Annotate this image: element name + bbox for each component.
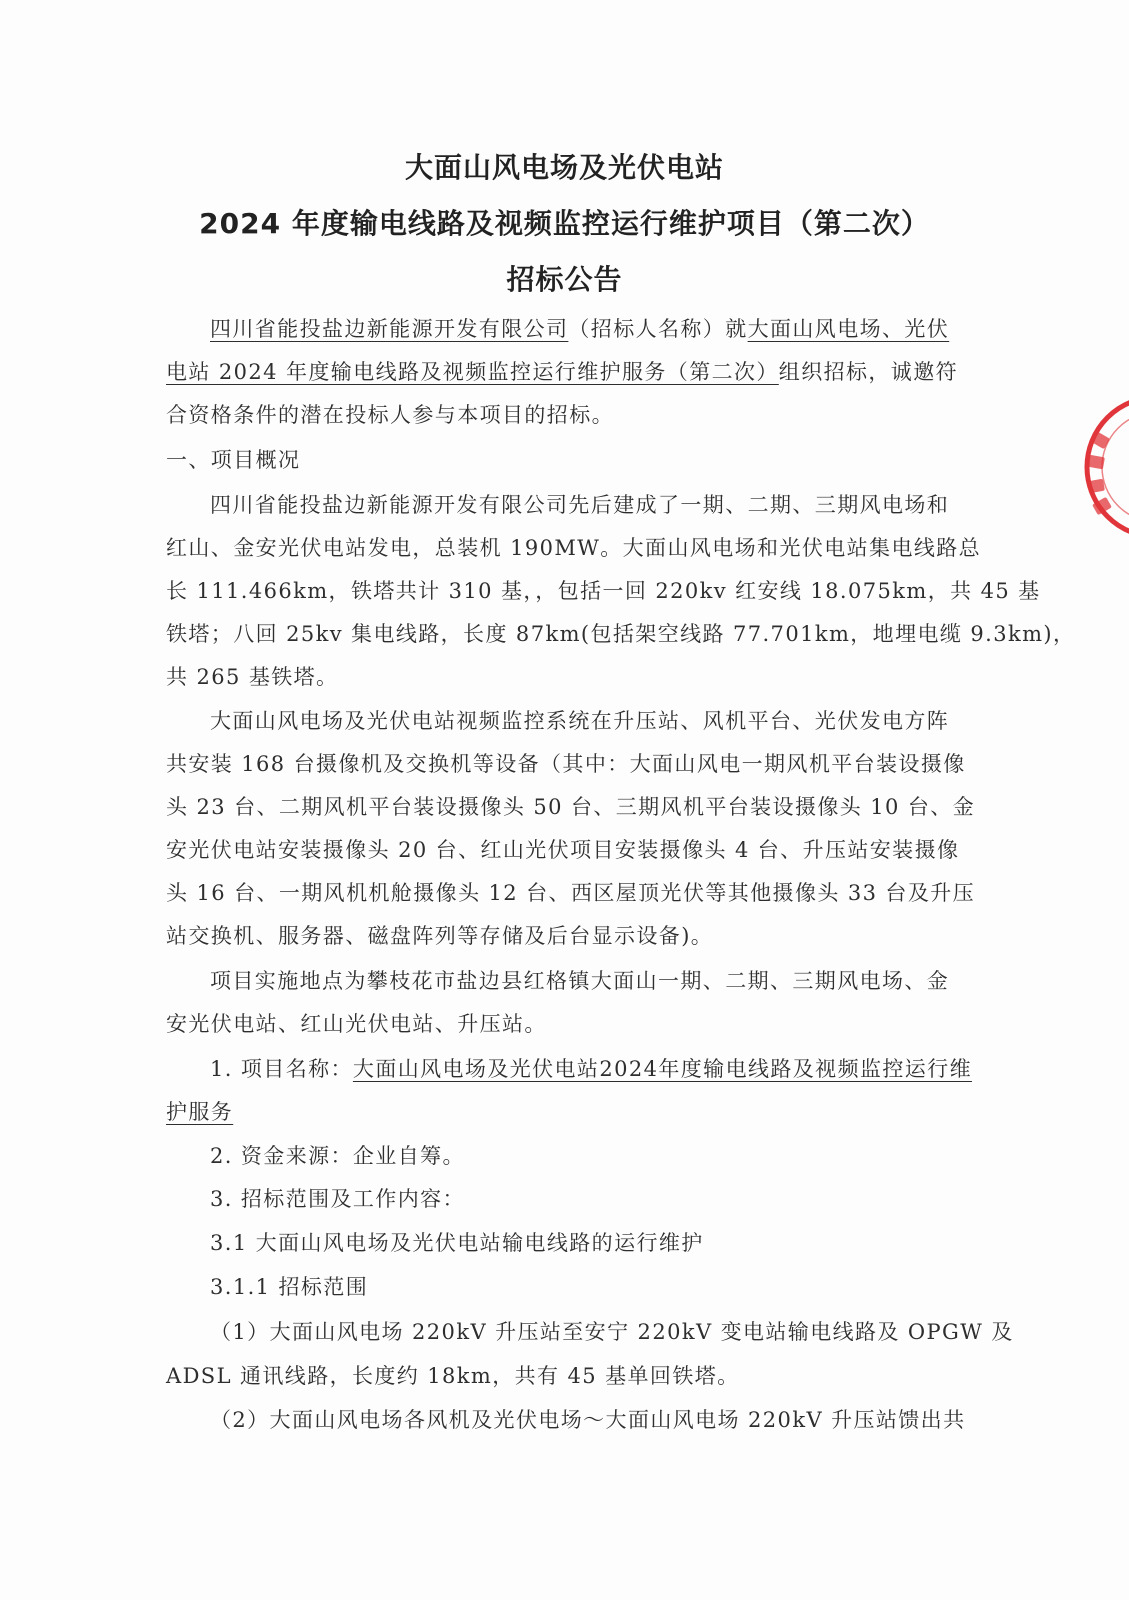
item-3-1-1-heading: 3.1.1 招标范围 — [210, 1275, 369, 1299]
item-project-name — [210, 1054, 972, 1084]
scope-item-1-cont: ADSL 通讯线路，长度约 18km，共有 45 基单回铁塔。 — [166, 1364, 740, 1388]
intro-tail-1: 组织招标，诚邀符 — [778, 360, 958, 384]
overview-p1-line: 红山、金安光伏电站发电，总装机 190MW。大面山风电场和光伏电站集电线路总 — [166, 536, 982, 560]
title-line-1: 大面山风电场及光伏电站 — [404, 151, 724, 184]
overview-p1-line: 共 265 基铁塔。 — [166, 665, 339, 689]
overview-p2-line: 安光伏电站安装摄像头 20 台、红山光伏项目安装摄像头 4 台、升压站安装摄像 — [166, 838, 960, 862]
company-seal-stamp — [1082, 392, 1129, 542]
item-scope-heading: 3. 招标范围及工作内容： — [210, 1187, 465, 1211]
project-name-part-2: 电站 2024 年度输电线路及视频监控运行维护服务（第二次） — [166, 360, 779, 384]
overview-p3-line: 项目实施地点为攀枝花市盐边县红格镇大面山一期、二期、三期风电场、金 — [210, 969, 950, 993]
tenderer-note: （招标人名称）就 — [568, 317, 748, 341]
project-name-part-1: 大面山风电场、光伏 — [747, 317, 950, 341]
intro-line-2 — [166, 357, 958, 387]
overview-p1-line: 长 111.466km，铁塔共计 310 基，，包括一回 220kv 红安线 18.075km，共 45 基 — [166, 579, 1041, 603]
overview-p2-line: 头 16 台、一期风机机舱摄像头 12 台、西区屋顶光伏等其他摄像头 33 台及升压 — [166, 881, 976, 905]
item-project-name-label: 1. 项目名称： — [210, 1057, 353, 1081]
scope-item-2: （2）大面山风电场各风机及光伏电场～大面山风电场 220kV 升压站馈出共 — [210, 1408, 966, 1432]
overview-p1-line: 铁塔；八回 25kv 集电线路，长度 87km(包括架空线路 77.701km，地埋电缆 9.3km)， — [166, 622, 1076, 646]
intro-line-3: 合资格条件的潜在投标人参与本项目的招标。 — [166, 403, 614, 427]
item-project-name-value-cont: 护服务 — [166, 1100, 234, 1124]
title-line-2: 2024 年度输电线路及视频监控运行维护项目（第二次） — [199, 207, 930, 240]
scope-item-1: （1）大面山风电场 220kV 升压站至安宁 220kV 变电站输电线路及 OPGW 及 — [210, 1320, 1014, 1344]
overview-p2-line: 大面山风电场及光伏电站视频监控系统在升压站、风机平台、光伏发电方阵 — [210, 709, 950, 733]
item-project-name-cont — [166, 1097, 233, 1127]
overview-p2-line: 共安装 168 台摄像机及交换机等设备（其中：大面山风电一期风机平台装设摄像 — [166, 752, 966, 776]
intro-line-1 — [210, 314, 949, 344]
item-funding: 2. 资金来源：企业自筹。 — [210, 1144, 465, 1168]
overview-p2-line: 头 23 台、二期风机平台装设摄像头 50 台、三期风机平台装设摄像头 10 台、金 — [166, 795, 976, 819]
tenderer-name: 四川省能投盐边新能源开发有限公司 — [210, 317, 569, 341]
overview-p1-line: 四川省能投盐边新能源开发有限公司先后建成了一期、二期、三期风电场和 — [210, 493, 950, 517]
item-project-name-value: 大面山风电场及光伏电站2024年度输电线路及视频监控运行维 — [352, 1057, 972, 1081]
section-heading: 一、项目概况 — [166, 448, 301, 472]
item-3-1-heading: 3.1 大面山风电场及光伏电站输电线路的运行维护 — [210, 1231, 704, 1255]
overview-p3-line: 安光伏电站、红山光伏电站、升压站。 — [166, 1012, 547, 1036]
overview-p2-line: 站交换机、服务器、磁盘阵列等存储及后台显示设备)。 — [166, 924, 714, 948]
title-line-3: 招标公告 — [506, 263, 623, 296]
